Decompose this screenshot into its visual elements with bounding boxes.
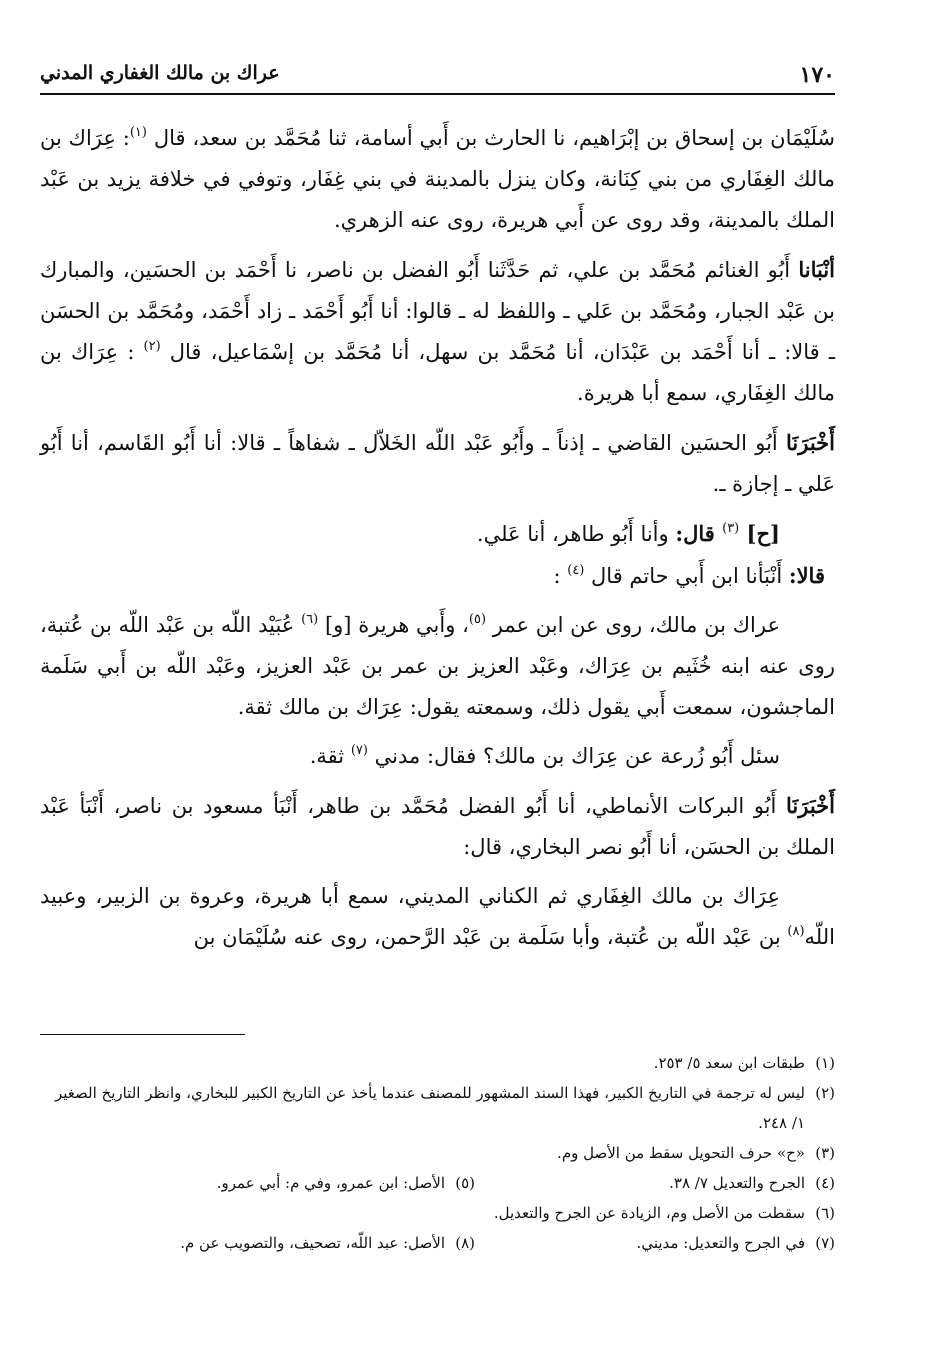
- footnote-number: (٧): [815, 1234, 835, 1252]
- footnote-7: [475, 1228, 835, 1258]
- main-text: [40, 118, 835, 958]
- footnotes: [40, 1048, 835, 1258]
- text-run: ، وأَبي هريرة [و]: [318, 613, 469, 637]
- footnote-row-4-5: [40, 1168, 835, 1198]
- keyword-akhbarana: أَخْبَرَنَا: [786, 793, 835, 818]
- paragraph-1: [40, 118, 835, 241]
- footnote-ref-4: (٤): [567, 563, 585, 578]
- keyword-qala: قالا:: [788, 563, 825, 588]
- footnote-ref-7: (٧): [350, 743, 368, 758]
- footnote-6: [40, 1198, 835, 1228]
- footnote-ref-3: (٣): [722, 521, 740, 536]
- text-run: عراك بن مالك، روى عن ابن عمر: [486, 613, 780, 637]
- text-run: :: [553, 564, 568, 588]
- footnote-text: طبقات ابن سعد ٥/ ٢٥٣.: [653, 1054, 805, 1072]
- text-run: : عِرَاك بن مالك الغِفَاري من بني كِنَانة، وكان ينزل بالمدينة في بني غِفَار، وتوفي في خلافة يزيد بن عَبْد الملك بالمدينة، وقد روى عن أَبي هريرة، روى عنه الزهري.: [40, 126, 835, 232]
- text-run: عُبَيْد اللّه بن عَبْد اللّه بن عُتبة، روى عنه ابنه خُثَيم بن عِرَاك، وعَبْد العزيز بن عمر بن عَبْد العزيز، وعَبْد اللّه بن أَبي سَلَمة الماجشون، سمعت أَبي يقول ذلك، وسمعته يقول: عِرَاك بن مالك ثقة.: [40, 613, 835, 719]
- paragraph-2: [40, 249, 835, 414]
- keyword-anbana: أنْبَانا: [798, 257, 835, 282]
- running-title: عراك بن مالك الغفاري المدني: [40, 62, 280, 84]
- paragraph-7: [40, 736, 835, 777]
- footnote-ref-5: (٥): [468, 612, 487, 627]
- footnote-text: الأصل: عبد اللّه، تصحيف، والتصويب عن م.: [180, 1234, 445, 1252]
- footnote-number: (٣): [815, 1144, 835, 1162]
- running-header: [40, 56, 835, 92]
- paragraph-6: [40, 605, 835, 728]
- footnote-text: ليس له ترجمة في التاريخ الكبير، فهذا السند المشهور للمصنف عندما يأخذ عن التاريخ الكبير للبخاري، وانظر التاريخ الصغير ١/ ٢٤٨.: [54, 1084, 805, 1132]
- text-run: بن عَبْد اللّه بن عُتبة، وأبا سَلَمة بن عَبْد الرَّحمن، روى عنه سُلَيْمَان بن: [193, 925, 788, 949]
- text-run: وأنا أَبُو طاهر، أنا عَلي.: [476, 522, 676, 546]
- keyword-qal: قال:: [675, 521, 723, 546]
- footnote-ref-1: (١): [129, 125, 147, 140]
- footnote-text: «ح» حرف التحويل سقط من الأصل وم.: [557, 1144, 805, 1162]
- footnote-4: [475, 1168, 835, 1198]
- footnote-number: (١): [815, 1054, 835, 1072]
- footnote-number: (٦): [815, 1204, 835, 1222]
- footnote-text: سقطت من الأصل وم، الزيادة عن الجرح والتعديل.: [493, 1204, 805, 1222]
- footnote-5: [115, 1168, 475, 1198]
- text-run: سئل أَبُو زُرعة عن عِرَاك بن مالك؟ فقال: مدني: [367, 744, 780, 768]
- paragraph-3: [40, 422, 835, 505]
- paragraph-9: [40, 876, 835, 958]
- text-run: ثقة.: [309, 744, 351, 768]
- footnote-number: (٨): [455, 1234, 475, 1252]
- header-rule: [40, 93, 835, 95]
- footnote-text: في الجرح والتعديل: مديني.: [636, 1234, 805, 1252]
- footnote-number: (٢): [815, 1084, 835, 1102]
- text-run: أَبُو البركات الأنماطي، أنا أَبُو الفضل مُحَمَّد بن طاهر، أَنْبَأ مسعود بن ناصر، أَنْبَأ عَبْد الملك بن الحسَن، أنا أَبُو نصر البخاري، قال:: [40, 794, 835, 859]
- footnote-ref-6: (٦): [301, 612, 319, 627]
- text-run: أَبُو الغنائم مُحَمَّد بن علي، ثم حَدَّثَنا أَبُو الفضل بن ناصر، نا أَحْمَد بن الحسَين، والمبارك بن عَبْد الجبار، ومُحَمَّد بن عَلي ـ واللفظ له ـ قالوا: أنا أَبُو أَحْمَد ـ زاد أَحْمَد، ومُحَمَّد بن الحسَن ـ قالا: ـ أنا أَحْمَد بن عَبْدَان، أنا مُحَمَّد بن سهل، أنا مُحَمَّد بن إسْمَاعيل، قال: [40, 258, 835, 364]
- tahwil-mark: [ح]: [739, 521, 780, 546]
- footnote-number: (٥): [455, 1174, 475, 1192]
- footnote-2: [40, 1078, 835, 1138]
- footnote-text: الجرح والتعديل ٧/ ٣٨.: [669, 1174, 805, 1192]
- paragraph-8: [40, 785, 835, 868]
- footnote-3: [40, 1138, 835, 1168]
- footnote-number: (٤): [815, 1174, 835, 1192]
- footnote-ref-2: (٢): [143, 339, 161, 354]
- footnote-rule: [40, 1034, 245, 1035]
- text-run: أَنْبَأنا ابن أَبي حاتم قال: [584, 564, 789, 588]
- footnote-text: الأصل: ابن عمرو، وفي م: أبي عمرو.: [216, 1174, 445, 1192]
- keyword-akhbarana: أَخْبَرَنَا: [786, 430, 835, 455]
- text-run: : عِرَاك بن مالك الغِفَاري، سمع أبا هريرة.: [40, 340, 835, 405]
- footnote-row-7-8: [40, 1228, 835, 1258]
- footnote-ref-8: (٨): [787, 924, 805, 939]
- page-number: ١٧٠: [799, 62, 835, 88]
- text-run: عِرَاك بن مالك الغِفَاري ثم الكناني المديني، سمع أبا هريرة، وعروة بن الزبير، وعبيد اللّه: [40, 884, 835, 949]
- paragraph-4: [40, 513, 835, 555]
- paragraph-5: [40, 555, 835, 597]
- footnote-8: [115, 1228, 475, 1258]
- text-run: أَبُو الحسَين القاضي ـ إذناً ـ وأَبُو عَبْد اللّه الخَلاّل ـ شفاهاً ـ قالا: أنا أَبُو القَاسم، أنا أَبُو عَلي ـ إجازة ـ.: [40, 431, 835, 496]
- footnote-1: [40, 1048, 835, 1078]
- text-run: سُلَيْمَان بن إسحاق بن إبْرَاهيم، نا الحارث بن أَبي أسامة، ثنا مُحَمَّد بن سعد، قال: [146, 126, 835, 150]
